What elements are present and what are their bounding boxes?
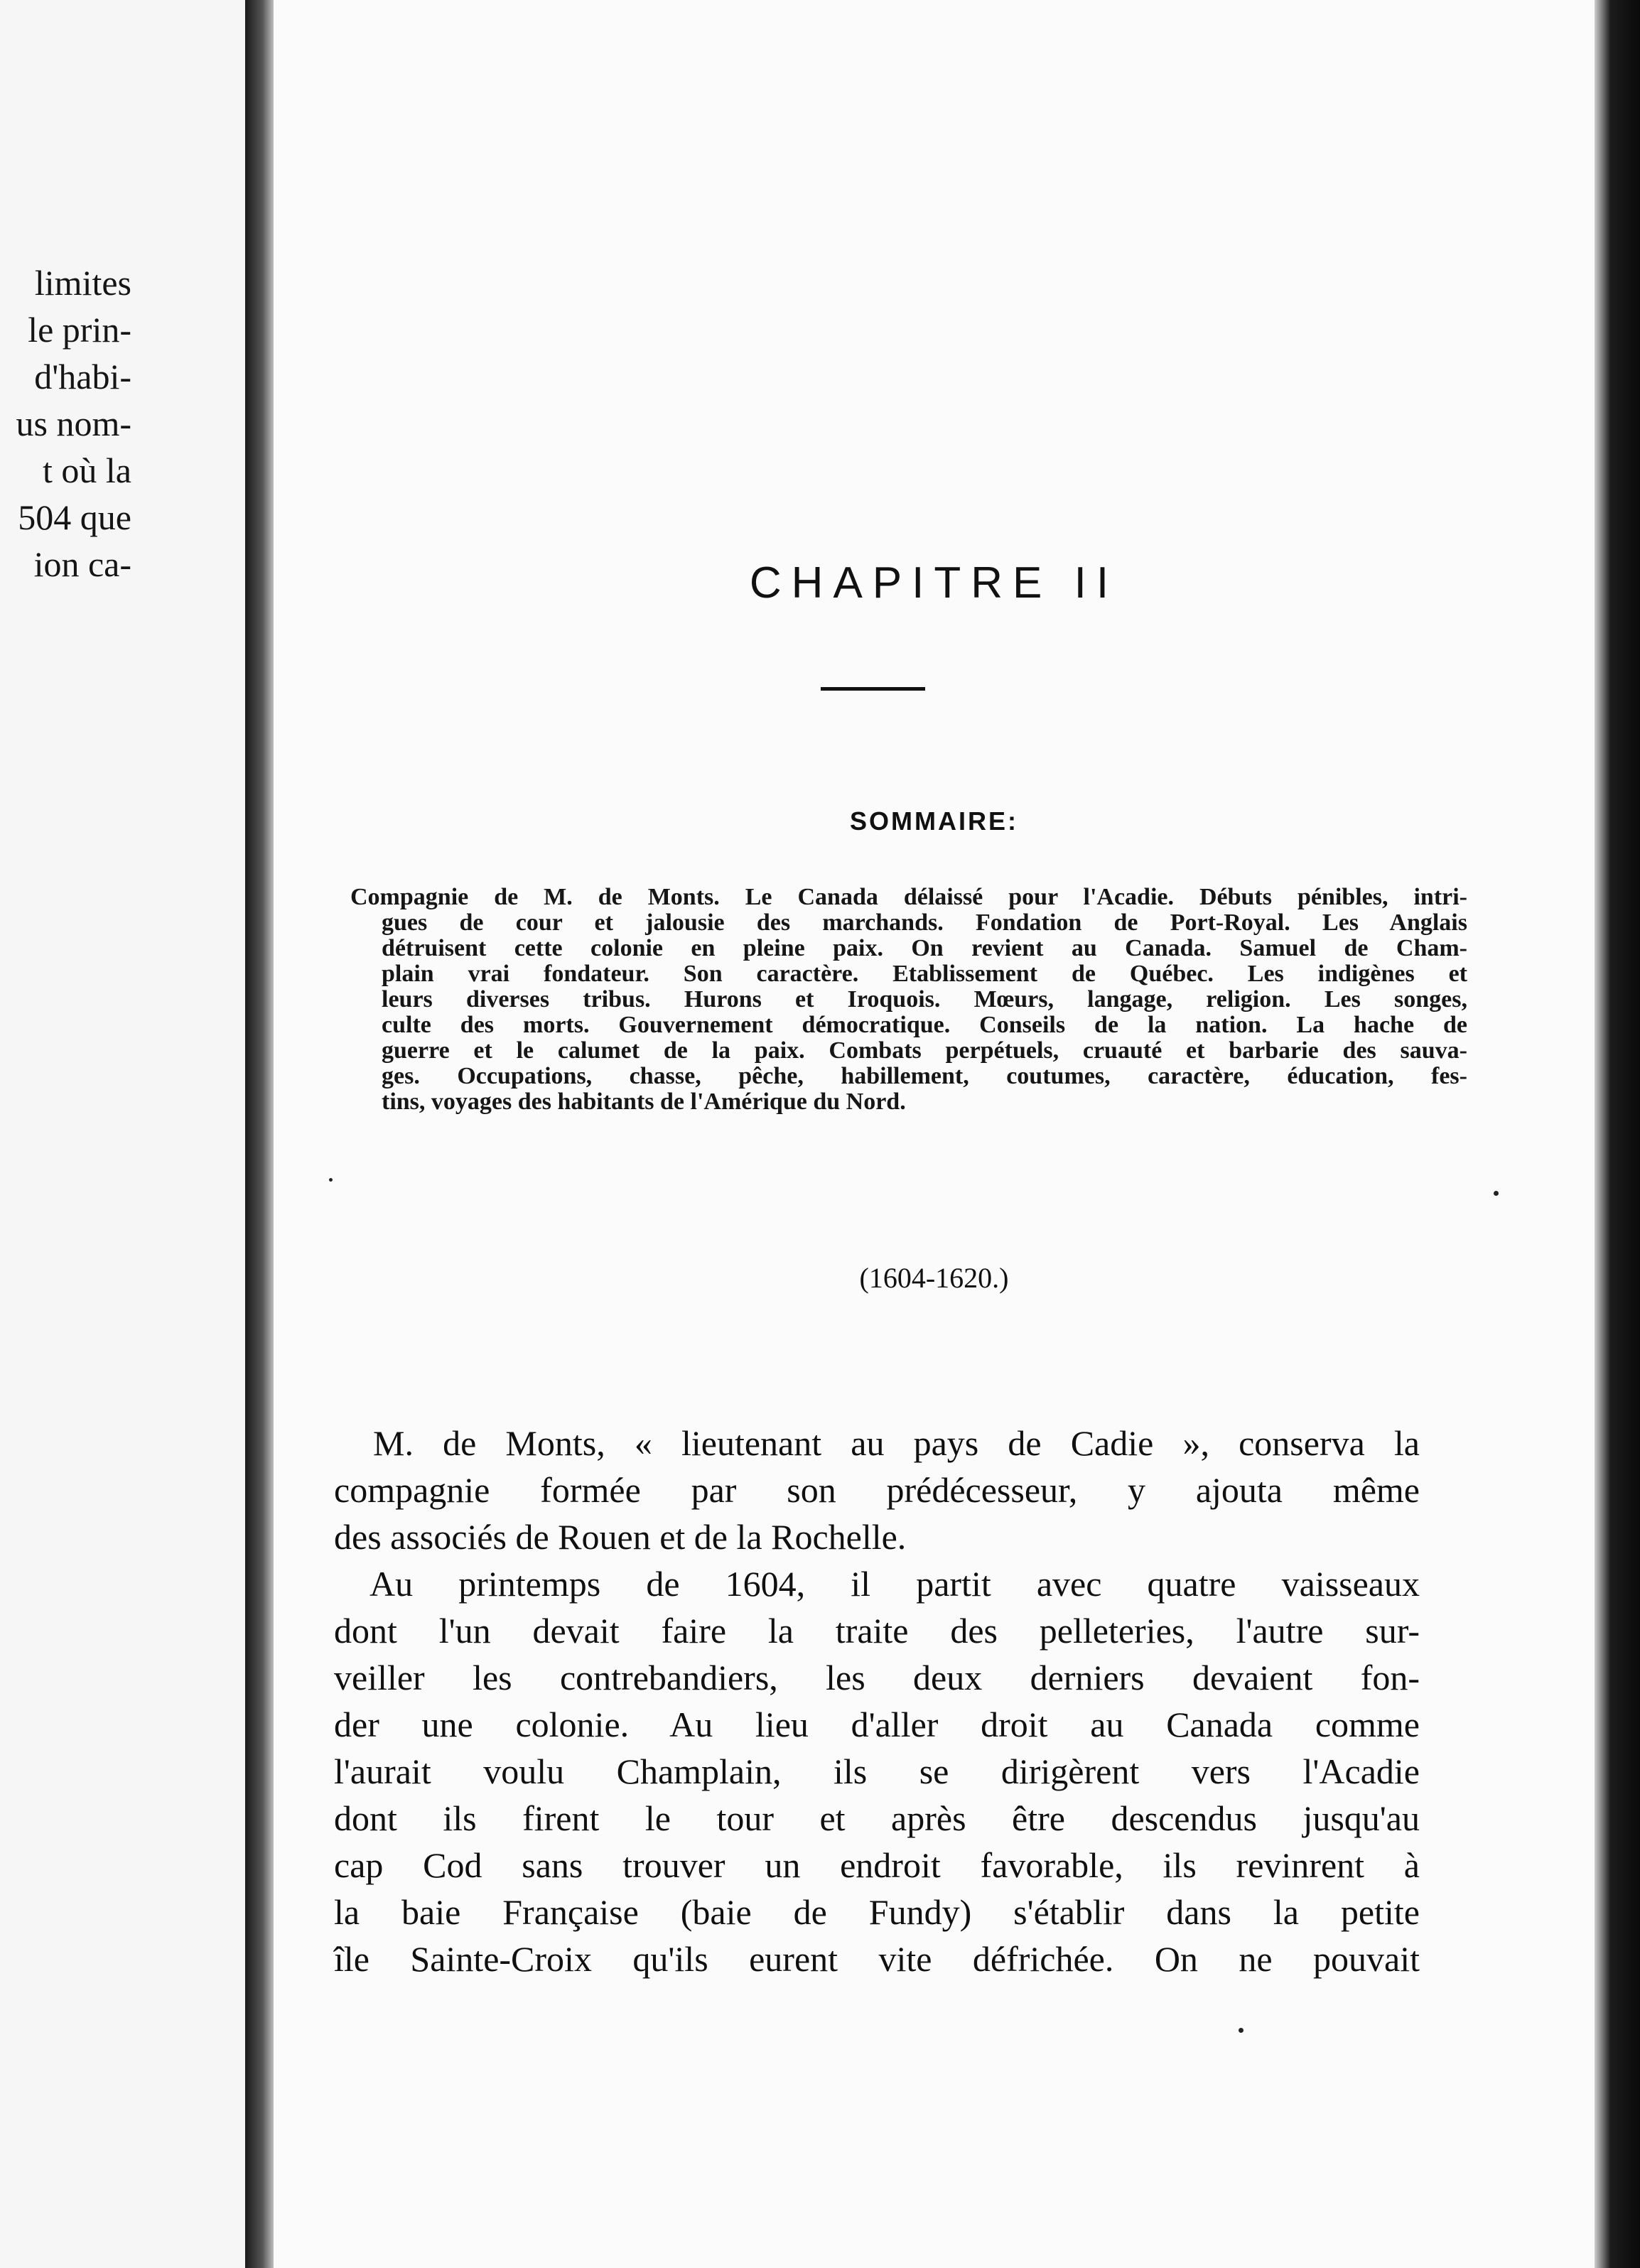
ink-speck [329, 1178, 333, 1182]
chapter-title: CHAPITRE II [749, 558, 1119, 608]
summary-paragraph [350, 885, 1467, 1115]
summary-line: leurs diverses tribus. Hurons et Iroquois. Mœurs, langage, religion. Les songes, [382, 986, 1467, 1012]
body-line: cap Cod sans trouver un endroit favorable, ils revinrent à [334, 1845, 1420, 1885]
summary-line: détruisent cette colonie en pleine paix. On revient au Canada. Samuel de Cham- [382, 935, 1467, 961]
left-page-line: d'habi- [34, 357, 131, 396]
body-line: île Sainte-Croix qu'ils eurent vite défrichée. On ne pouvait [334, 1939, 1420, 1979]
summary-line: tins, voyages des habitants de l'Amérique du Nord. [382, 1089, 906, 1115]
summary-line: guerre et le calumet de la paix. Combats perpétuels, cruauté et barbarie des sauva- [382, 1037, 1467, 1064]
body-line: des associés de Rouen et de la Rochelle. [334, 1517, 907, 1557]
left-page-line: ion ca- [33, 544, 131, 584]
body-line: veiller les contrebandiers, les deux derniers devaient fon- [334, 1658, 1420, 1697]
page-edge-shadow [1595, 0, 1640, 2268]
body-line: compagnie formée par son prédécesseur, y ajouta même [334, 1470, 1420, 1510]
left-page-line: us nom- [16, 404, 131, 443]
left-page-line: 504 que [18, 497, 131, 537]
body-line: der une colonie. Au lieu d'aller droit au Canada comme [334, 1705, 1420, 1744]
summary-heading: SOMMAIRE: [850, 806, 1018, 836]
ink-speck [1494, 1191, 1499, 1196]
book-page [274, 0, 1595, 2268]
summary-line: Compagnie de M. de Monts. Le Canada délaissé pour l'Acadie. Débuts pénibles, intri- [350, 884, 1467, 910]
body-line: la baie Française (baie de Fundy) s'établir dans la petite [334, 1892, 1420, 1932]
summary-line: gues de cour et jalousie des marchands. Fondation de Port-Royal. Les Anglais [382, 909, 1467, 936]
body-line: dont l'un devait faire la traite des pelleteries, l'autre sur- [334, 1611, 1420, 1651]
title-rule [821, 687, 925, 691]
book-gutter-shadow [245, 0, 274, 2268]
body-line: Au printemps de 1604, il partit avec quatre vaisseaux [369, 1564, 1420, 1604]
body-line: l'aurait voulu Champlain, ils se dirigèrent vers l'Acadie [334, 1751, 1420, 1791]
summary-line: ges. Occupations, chasse, pêche, habillement, coutumes, caractère, éducation, fes- [382, 1063, 1467, 1089]
date-range: (1604-1620.) [859, 1262, 1009, 1294]
left-page-line: t où la [43, 450, 131, 490]
body-line: dont ils firent le tour et après être descendus jusqu'au [334, 1798, 1420, 1838]
left-page-line: le prin- [28, 310, 131, 350]
left-facing-page [0, 0, 245, 2268]
body-line: M. de Monts, « lieutenant au pays de Cadie », conserva la [373, 1423, 1420, 1463]
ink-speck [1239, 2028, 1244, 2033]
body-text [334, 1420, 1420, 1982]
summary-line: culte des morts. Gouvernement démocratique. Conseils de la nation. La hache de [382, 1012, 1467, 1038]
summary-line: plain vrai fondateur. Son caractère. Etablissement de Québec. Les indigènes et [382, 961, 1467, 987]
left-page-line: limites [34, 263, 131, 303]
